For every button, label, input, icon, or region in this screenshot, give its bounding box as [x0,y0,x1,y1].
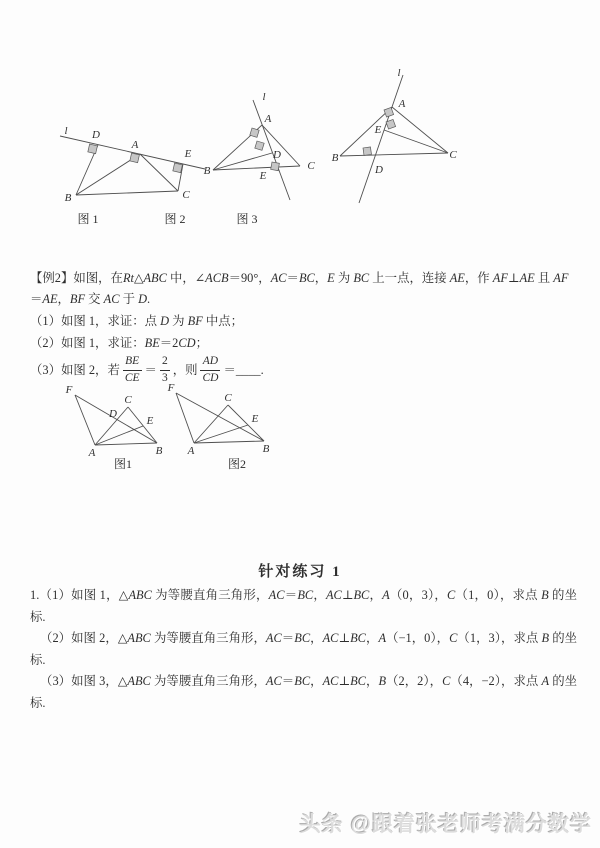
fraction-AD-CD: $\frac{AD}{CD}$ [202,355,219,384]
point-label-C: C [124,394,132,406]
figure-caption: 图 3 [236,212,258,226]
right-angle-mark [271,162,280,171]
edge-BC [340,153,448,156]
point-label-E: E [184,148,192,160]
edge-AC [392,107,448,153]
point-label-B: B [331,152,339,164]
point-label-l: l [397,67,401,79]
example-item-1: （1）如图 1，求证：点 D 为 BF 中点； [30,314,244,328]
right-angle-mark [173,163,183,173]
edge-AC [140,154,178,191]
point-label-D: D [375,164,383,176]
figure-3 [236,67,457,226]
line-l [253,100,290,200]
item3-mid: ，则 [172,362,198,377]
figure-caption: 图 1 [77,212,99,226]
figure-caption: 图2 [227,457,247,471]
right-angle-mark [384,107,394,117]
point-label-E: E [251,413,259,425]
point-label-E: E [374,124,382,136]
edge-BC [76,191,178,195]
edge-AC [262,125,300,166]
watermark-text: 头条 @跟着张老师考满分数学 [299,813,592,836]
example-item-3 [30,355,578,385]
point-label-B: B [155,445,163,457]
point-label-E: E [146,415,154,427]
point-label-B: B [64,192,72,204]
point-label-D: D [92,129,100,141]
point-label-B: B [262,443,270,455]
edge-AB [95,443,157,445]
point-label-A: A [131,139,139,151]
point-label-A: A [187,445,195,457]
right-angle-mark [250,128,259,137]
figure-caption: 图1 [113,457,133,471]
point-label-B: B [203,165,211,177]
point-label-C: C [182,189,190,201]
edge-AE [95,426,143,445]
example-figure-2 [167,382,270,471]
figure-caption: 图 2 [164,212,186,226]
answer-blank: ____. [235,362,264,377]
fraction-2-3: $\frac{2}{3}$ [161,355,168,384]
point-label-C: C [224,392,232,404]
point-label-A: A [398,98,406,110]
point-label-F: F [65,384,73,396]
point-label-C: C [307,160,315,172]
fraction-BE-CE: $\frac{BE}{CE}$ [124,355,140,384]
example-item-2: （2）如图 1，求证：BE＝2CD； [30,336,208,350]
right-angle-mark [88,144,98,154]
edge-FA [176,393,194,443]
right-angle-mark [255,141,264,150]
practice-item-1: 1.（1）如图 1，△ABC 为等腰直角三角形，AC＝BC，AC⊥BC，A（0，3），C（1，0），求点 B 的坐标. [30,588,577,624]
point-label-l: l [262,91,266,103]
point-label-C: C [449,149,457,161]
practice-items [30,585,577,714]
practice-item-3: （3）如图 3，△ABC 为等腰直角三角形，AC＝BC，AC⊥BC，B（2，2），C（4，−2），求点 A 的坐标. [30,674,578,710]
point-label-F: F [167,382,175,394]
example-statement: 【例2】如图，在Rt△ABC 中，∠ACB＝90°，AC＝BC，E 为 BC 上一点，连接 AE，作 AF⊥AE 且 AF＝AE，BF 交 AC 于 D. [30,271,569,306]
line-l [359,75,403,203]
point-label-l: l [64,125,68,137]
point-label-A: A [88,447,96,459]
right-angle-mark [363,147,371,155]
point-label-A: A [264,113,272,125]
equals-sign: ＝ [223,362,236,377]
item3-prefix: （3）如图 2，若 [30,362,120,377]
edge-EC [384,130,448,153]
example-2-block [30,268,578,385]
example-figure-1 [65,384,163,471]
figure-1 [60,125,205,226]
point-label-E: E [259,170,267,182]
right-angle-mark [130,153,140,163]
practice-heading: 针对练习 1 [258,564,342,580]
point-label-D: D [273,149,281,161]
edge-FA [75,395,95,445]
edge-AB [194,441,264,443]
equals-sign: ＝ [144,362,157,377]
practice-item-2: （2）如图 2，△ABC 为等腰直角三角形，AC＝BC，AC⊥BC，A（−1，0），C（1，3），求点 B 的坐标. [30,631,578,667]
point-label-D: D [109,408,117,420]
edge-CB [228,405,264,441]
